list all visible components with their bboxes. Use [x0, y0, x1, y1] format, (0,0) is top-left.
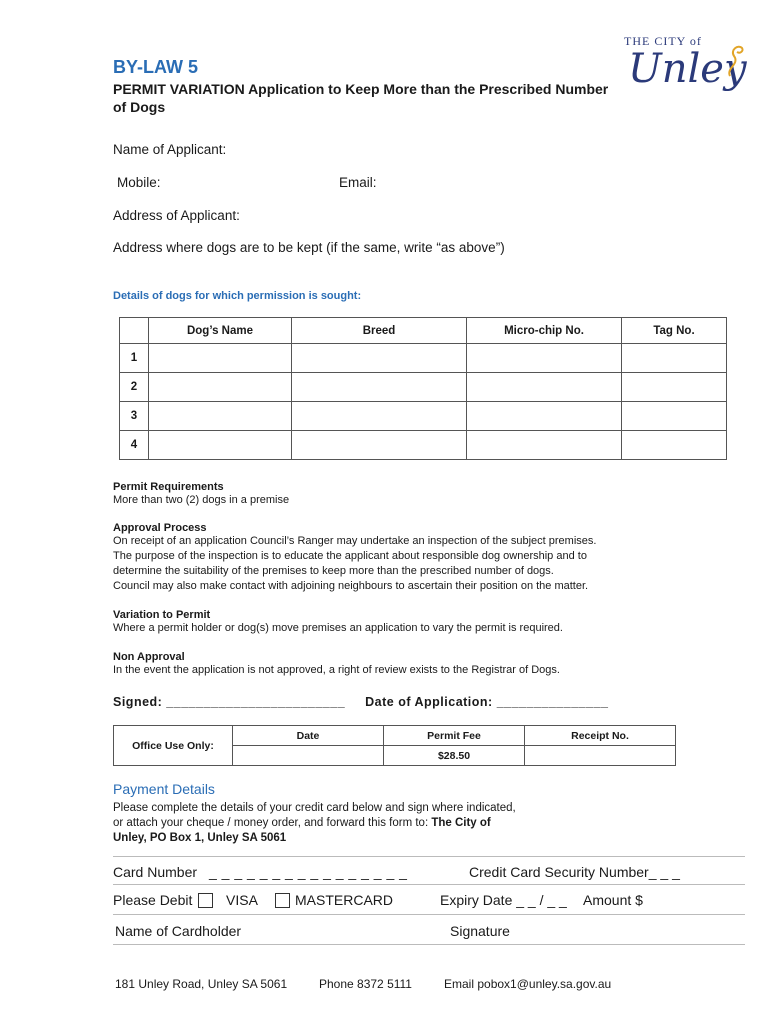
permit-requirements-text: More than two (2) dogs in a premise	[113, 494, 290, 506]
approval-line: The purpose of the inspection is to educate the applicant about responsible dog ownership and to	[113, 550, 587, 562]
cardholder-name-field[interactable]: Name of Cardholder	[115, 923, 242, 939]
breed-cell[interactable]	[292, 344, 467, 373]
please-debit-label: Please Debit	[113, 892, 193, 908]
office-receipt-header: Receipt No.	[525, 726, 676, 746]
applicant-address-label: Address of Applicant:	[113, 208, 240, 223]
mobile-label: Mobile:	[117, 175, 161, 190]
dogs-address-label: Address where dogs are to be kept (if the same, write “as above”)	[113, 240, 505, 255]
date-of-application-field[interactable]: Date of Application: _______________	[365, 695, 609, 709]
approval-process-heading: Approval Process	[113, 522, 207, 534]
card-number-label: Card Number	[113, 864, 198, 880]
divider	[113, 884, 745, 885]
breed-cell[interactable]	[292, 431, 467, 460]
payment-line-3: Unley, PO Box 1, Unley SA 5061	[113, 832, 287, 844]
office-receipt-cell[interactable]	[525, 746, 676, 766]
signed-field[interactable]: Signed: ________________________	[113, 695, 346, 709]
table-header-breed: Breed	[292, 318, 467, 344]
table-row	[120, 344, 727, 373]
approval-line: determine the suitability of the premises to keep more than the prescribed number of dogs.	[113, 565, 554, 577]
tag-cell[interactable]	[622, 344, 727, 373]
office-date-cell[interactable]	[233, 746, 384, 766]
breed-cell[interactable]	[292, 402, 467, 431]
footer-phone: Phone 8372 5111	[319, 977, 412, 991]
approval-line: Council may also make contact with adjoining neighbours to ascertain their position on the matter.	[113, 580, 589, 592]
expiry-date-field[interactable]: Expiry Date _ _ / _ _	[440, 892, 567, 908]
amount-field[interactable]: Amount $	[583, 892, 643, 908]
divider	[113, 856, 745, 857]
permit-requirements-section	[113, 481, 713, 508]
office-use-label: Office Use Only:	[114, 726, 233, 766]
payment-line-1: Please complete the details of your credit card below and sign where indicated,	[113, 802, 516, 814]
breed-cell[interactable]	[292, 373, 467, 402]
table-header-tag: Tag No.	[622, 318, 727, 344]
variation-section	[113, 609, 713, 636]
approval-line: On receipt of an application Council’s Ranger may undertake an inspection of the subject premises.	[113, 535, 597, 547]
approval-process-section	[113, 522, 713, 594]
logo-top-text: THE CITY of	[624, 34, 702, 48]
office-fee-value: $28.50	[384, 746, 525, 766]
tag-cell[interactable]	[622, 431, 727, 460]
office-date-header: Date	[233, 726, 384, 746]
row-number: 3	[120, 402, 149, 431]
payment-instructions	[113, 801, 593, 846]
non-approval-heading: Non Approval	[113, 651, 185, 663]
signed-line	[113, 695, 608, 709]
email-label: Email:	[339, 175, 377, 190]
mastercard-label: MASTERCARD	[295, 892, 394, 908]
row-number: 2	[120, 373, 149, 402]
signature-field[interactable]: Signature	[450, 923, 510, 939]
table-row	[120, 373, 727, 402]
non-approval-section	[113, 651, 713, 678]
tag-cell[interactable]	[622, 373, 727, 402]
table-header-number	[120, 318, 149, 344]
logo-flourish-icon	[724, 42, 746, 78]
microchip-cell[interactable]	[467, 344, 622, 373]
permit-requirements-heading: Permit Requirements	[113, 481, 224, 493]
microchip-cell[interactable]	[467, 373, 622, 402]
divider	[113, 944, 745, 945]
dog-name-cell[interactable]	[149, 402, 292, 431]
form-subtitle: PERMIT VARIATION Application to Keep More than the Prescribed Number of Dogs	[113, 81, 609, 115]
form-title: BY-LAW 5	[113, 57, 199, 77]
microchip-cell[interactable]	[467, 402, 622, 431]
footer-address: 181 Unley Road, Unley SA 5061	[115, 977, 288, 991]
table-header-row	[120, 318, 727, 344]
microchip-cell[interactable]	[467, 431, 622, 460]
table-row	[120, 431, 727, 460]
dogs-table	[119, 317, 727, 460]
variation-heading: Variation to Permit	[113, 609, 211, 621]
variation-text: Where a permit holder or dog(s) move premises an application to vary the permit is required.	[113, 622, 563, 634]
non-approval-text: In the event the application is not approved, a right of review exists to the Registrar of Dogs.	[113, 664, 560, 676]
table-row	[120, 402, 727, 431]
dog-name-cell[interactable]	[149, 373, 292, 402]
dog-name-cell[interactable]	[149, 431, 292, 460]
office-use-table	[113, 725, 676, 766]
footer-email: Email pobox1@unley.sa.gov.au	[444, 977, 612, 991]
tag-cell[interactable]	[622, 402, 727, 431]
payment-line-2-bold: The City of	[431, 817, 491, 829]
city-of-unley-logo	[606, 34, 756, 124]
table-header-microchip: Micro-chip No.	[467, 318, 622, 344]
payment-details-title: Payment Details	[113, 781, 215, 797]
visa-label: VISA	[226, 892, 258, 908]
table-header-dogs-name: Dog’s Name	[149, 318, 292, 344]
applicant-name-label: Name of Applicant:	[113, 142, 227, 157]
office-fee-header: Permit Fee	[384, 726, 525, 746]
dog-name-cell[interactable]	[149, 344, 292, 373]
divider	[113, 914, 745, 915]
mastercard-checkbox[interactable]	[275, 893, 290, 908]
security-number-field[interactable]: Credit Card Security Number_ _ _	[469, 864, 680, 880]
logo-name-text: Unley	[628, 46, 747, 92]
payment-line-2: or attach your cheque / money order, and forward this form to:	[113, 817, 432, 829]
dogs-details-heading: Details of dogs for which permission is sought:	[113, 290, 362, 302]
card-number-field[interactable]: _ _ _ _ _ _ _ _ _ _ _ _ _ _ _ _	[209, 864, 408, 880]
row-number: 1	[120, 344, 149, 373]
row-number: 4	[120, 431, 149, 460]
visa-checkbox[interactable]	[198, 893, 213, 908]
